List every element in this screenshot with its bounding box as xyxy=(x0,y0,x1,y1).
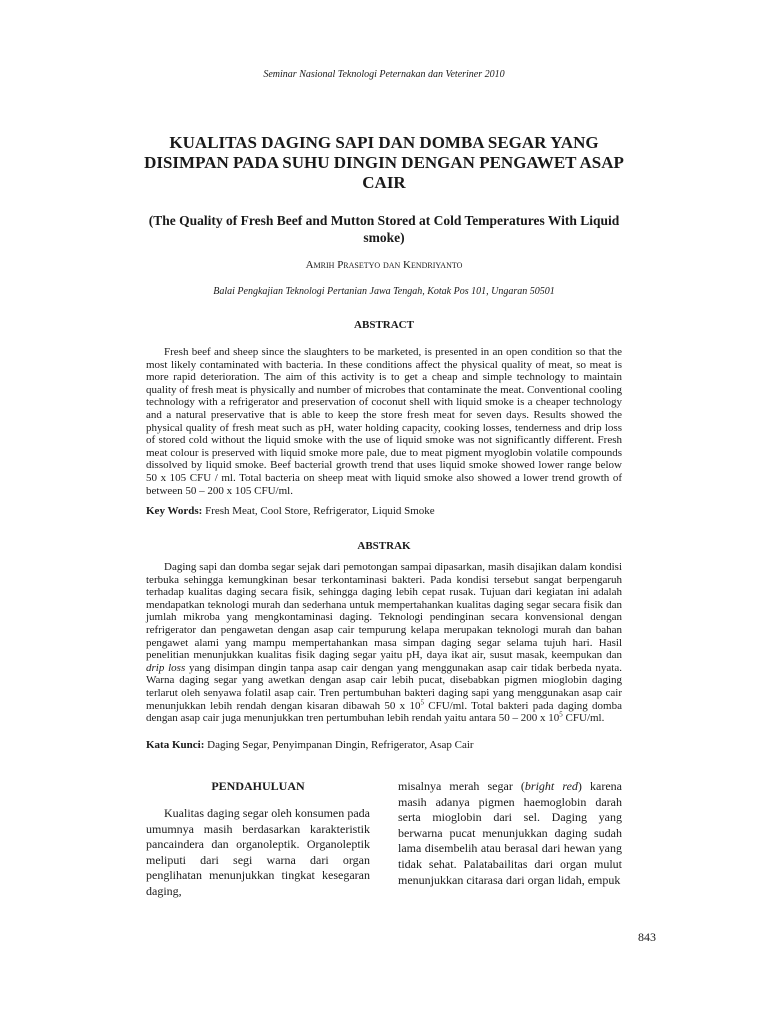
abstract-text: Fresh beef and sheep since the slaughters to be marketed, is presented in an open condition so that the most likely contaminated with bacteria. In these conditions affect the physical quality of meat, so meat is more rapid deterioration. The aim of this activity is to get a cheap and simple technology to maintain quality of fresh meat is physically and number of microbes that contaminate the meat. Conventional cooling technology with a refrigerator and preservation of coconut shell with liquid smoke is a cheaper technology and a natural preservative that is able to keep the store fresh meat for seven days. Results showed the physical quality of fresh meat such as pH, water holding capacity, cooking losses, tenderness and drip loss of stored cold without the liquid smoke with the use of liquid smoke was not significantly different. Fresh meat colour is preserved with liquid smoke more pale, due to meat pigment myoglobin volatile compounds dissolved by liquid smoke. Beef bacterial growth trend that uses liquid smoke showed lower range below 50 x 105 CFU / ml. Total bacteria on sheep meat with liquid smoke also showed a lower trend growth of between 50 – 200 x 105 CFU/ml. xyxy=(146,346,622,497)
intro-text-part: ) karena masih adanya pigmen haemoglobin darah serta mioglobin dari sel. Daging yang berwarna pucat menunjukkan daging sudah lama disembelih atau berasal dari hewan yang tidak sehat. Palatabailitas dari organ mulut menunjukkan citarasa dari organ lidah, empuk xyxy=(398,779,622,887)
page-number: 843 xyxy=(638,930,656,944)
abstrak-text-part: CFU/ml. Total bakteri pada daging domba dengan asap cair juga menunjukkan tren pertumbuhan lebih rendah yaitu antara 50 – 200 x 10 xyxy=(146,699,622,725)
abstrak-text xyxy=(146,561,622,725)
intro-right-column xyxy=(398,779,622,888)
abstrak-text-part: yang disimpan dingin tanpa asap cair dengan yang menggunakan asap cair tidak berbeda nyata. Warna daging segar yang awetkan dengan asap cair lebih pucat, disebabkan pigmen mioglobin daging terlarut oleh senyawa folatil asap cair. Tren pertumbuhan bakteri daging sapi yang menggunakan asap cair menunjukkan lebih rendah dengan kisaran dibawah 50 x 10 xyxy=(146,661,622,712)
abstrak-text-part: Daging sapi dan domba segar sejak dari pemotongan sampai dipasarkan, masih disajikan dalam kondisi terbuka sehingga kemungkinan besar terkontaminasi bakteri. Pada kondisi tersebut sangat berpengaruh terhadap kualitas daging secara fisik, sehingga daging lebih cepat rusak. Tujuan dari kegiatan ini adalah mendapatkan teknologi murah dan sederhana untuk mempertahankan kualitas daging segar secara fisik dan jumlah mikroba yang mengkontaminasi daging. Teknologi pendinginan secara konvensional dengan refrigerator dan pengawetan dengan asap cair tempurung kelapa merupakan teknologi murah dan bahan pengawet alami yang mampu mempertahankan masa simpan daging segar selama tujuh hari. Hasil penelitian menunjukkan kualitas fisik daging segar yaitu pH, daya ikat air, susut masak, keempukan dan xyxy=(146,561,622,662)
drip-loss-term: drip loss xyxy=(146,661,186,674)
running-header: Seminar Nasional Teknologi Peternakan dan Veteriner 2010 xyxy=(263,69,505,80)
superscript: 5 xyxy=(559,710,563,719)
kata-kunci-text: Daging Segar, Penyimpanan Dingin, Refrigerator, Asap Cair xyxy=(207,739,474,751)
intro-heading: PENDAHULUAN xyxy=(211,779,305,793)
abstrak-heading: ABSTRAK xyxy=(357,540,411,552)
paper-subtitle: (The Quality of Fresh Beef and Mutton Stored at Cold Temperatures With Liquid smoke) xyxy=(148,213,620,245)
affiliation: Balai Pengkajian Teknologi Pertanian Jawa Tengah, Kotak Pos 101, Ungaran 50501 xyxy=(213,286,555,297)
abstrak-text-part: CFU/ml. xyxy=(565,712,605,725)
intro-text-part: misalnya merah segar ( xyxy=(398,779,525,793)
intro-left-column: Kualitas daging segar oleh konsumen pada umumnya masih berdasarkan karakteristik pancaindera dan organoleptik. Organoleptik meliputi dari segi warna dari organ penglihatan menunjukkan tingkat kesegaran daging, xyxy=(146,806,370,898)
abstract-heading: ABSTRACT xyxy=(354,319,414,331)
authors: Amrih Prasetyo dan Kendriyanto xyxy=(305,259,463,271)
keywords-label: Key Words: xyxy=(146,505,203,517)
keywords-text: Fresh Meat, Cool Store, Refrigerator, Liquid Smoke xyxy=(205,505,435,517)
kata-kunci xyxy=(146,739,622,752)
kata-kunci-label: Kata Kunci: xyxy=(146,739,205,751)
keywords xyxy=(146,505,622,518)
bright-red-term: bright red xyxy=(524,779,578,793)
paper-title: KUALITAS DAGING SAPI DAN DOMBA SEGAR YANG DISIMPAN PADA SUHU DINGIN DENGAN PENGAWET ASAP CAIR xyxy=(144,133,624,192)
superscript: 5 xyxy=(420,697,424,706)
